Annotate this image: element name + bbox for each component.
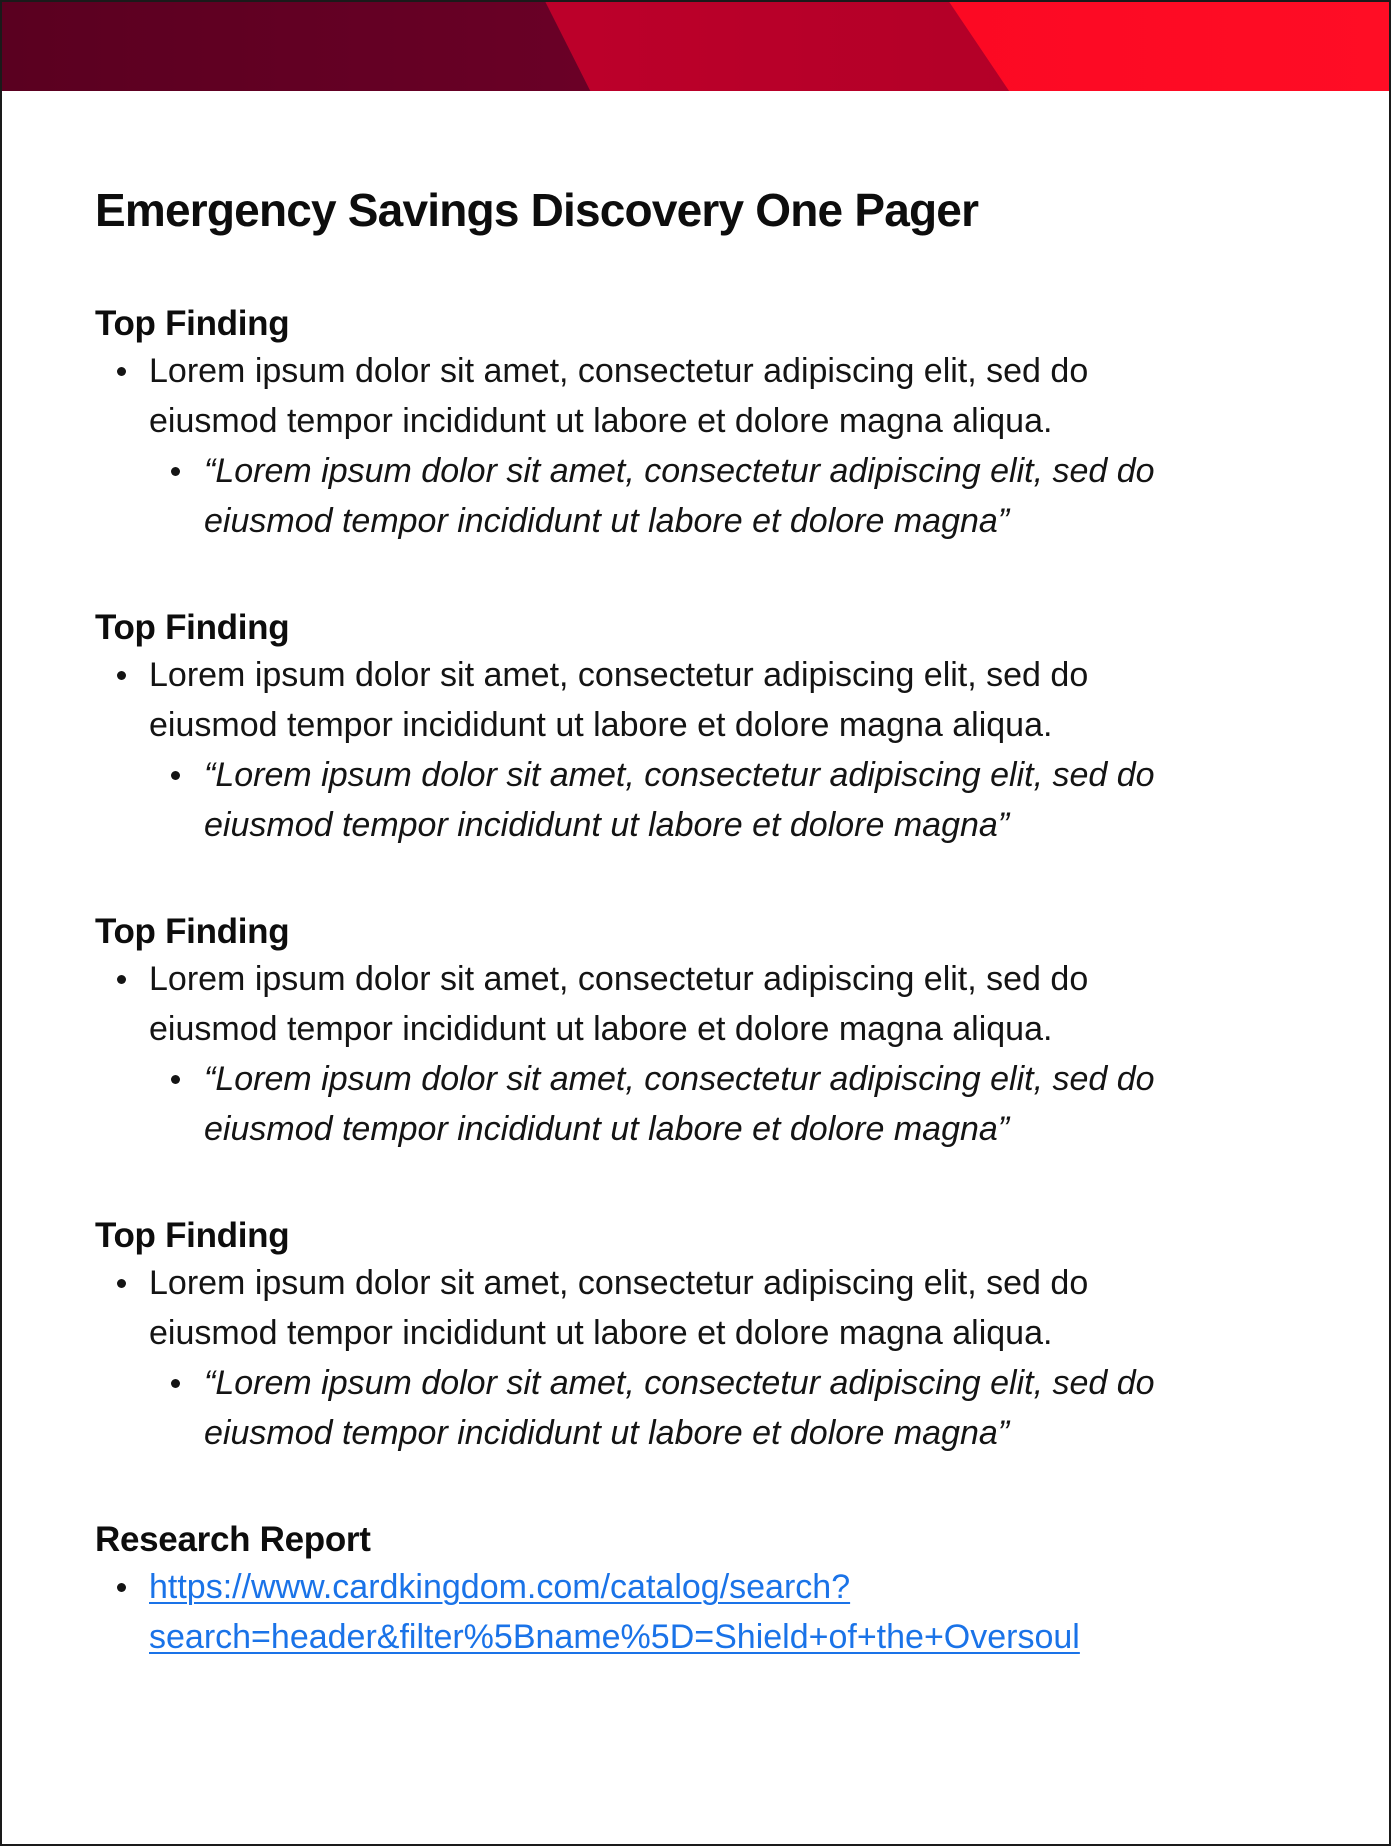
finding-text: Lorem ipsum dolor sit amet, consectetur adipiscing elit, sed do eiusmod tempor incididunt ut labore et dolore magna aliqua.	[149, 960, 1089, 1048]
quote-text: “Lorem ipsum dolor sit amet, consectetur adipiscing elit, sed do eiusmod tempor incididunt ut labore et dolore magna”	[204, 1060, 1155, 1148]
bullet-dot	[171, 771, 180, 780]
finding-section	[95, 606, 1295, 850]
finding-bullet	[95, 954, 1215, 1054]
banner-band-dark	[2, 2, 590, 91]
finding-heading: Top Finding	[95, 1216, 290, 1255]
report-section	[95, 1518, 1295, 1662]
finding-bullets	[95, 346, 1295, 546]
quote-text: “Lorem ipsum dolor sit amet, consectetur adipiscing elit, sed do eiusmod tempor incididunt ut labore et dolore magna”	[204, 1364, 1155, 1452]
quote-text: “Lorem ipsum dolor sit amet, consectetur adipiscing elit, sed do eiusmod tempor incididunt ut labore et dolore magna”	[204, 756, 1155, 844]
banner-graphic	[2, 2, 1389, 91]
report-link-line1: https://www.cardkingdom.com/catalog/search?	[149, 1568, 851, 1606]
finding-bullet	[95, 650, 1215, 750]
bullet-dot	[171, 1379, 180, 1388]
report-link-line2: search=header&filter%5Bname%5D=Shield+of+the+Oversoul	[149, 1618, 1080, 1656]
finding-heading: Top Finding	[95, 608, 290, 647]
bullet-dot	[117, 367, 126, 376]
bullet-dot	[171, 1075, 180, 1084]
finding-heading: Top Finding	[95, 912, 290, 951]
page-title: Emergency Savings Discovery One Pager	[95, 184, 979, 236]
bullet-dot	[117, 1279, 126, 1288]
finding-bullet	[95, 346, 1215, 446]
bullet-dot	[117, 1583, 126, 1592]
header-banner	[2, 2, 1389, 91]
finding-bullets	[95, 1258, 1295, 1458]
finding-section	[95, 302, 1295, 546]
finding-bullet	[95, 1258, 1215, 1358]
finding-quote	[149, 446, 1215, 546]
finding-text: Lorem ipsum dolor sit amet, consectetur adipiscing elit, sed do eiusmod tempor incididunt ut labore et dolore magna aliqua.	[149, 656, 1089, 744]
finding-text: Lorem ipsum dolor sit amet, consectetur adipiscing elit, sed do eiusmod tempor incididunt ut labore et dolore magna aliqua.	[149, 1264, 1089, 1352]
report-bullets	[95, 1562, 1295, 1662]
bullet-dot	[117, 975, 126, 984]
findings-list	[95, 302, 1295, 1662]
finding-section	[95, 910, 1295, 1154]
bullet-dot	[171, 467, 180, 476]
finding-section	[95, 1214, 1295, 1458]
finding-quote	[149, 750, 1215, 850]
finding-bullets	[95, 954, 1295, 1154]
finding-text: Lorem ipsum dolor sit amet, consectetur adipiscing elit, sed do eiusmod tempor incididunt ut labore et dolore magna aliqua.	[149, 352, 1089, 440]
quote-text: “Lorem ipsum dolor sit amet, consectetur adipiscing elit, sed do eiusmod tempor incididunt ut labore et dolore magna”	[204, 452, 1155, 540]
report-link[interactable]	[149, 1568, 1080, 1656]
report-link-item	[95, 1562, 1225, 1662]
finding-quote	[149, 1358, 1215, 1458]
document-content	[95, 180, 1295, 1722]
finding-bullets	[95, 650, 1295, 850]
finding-quote	[149, 1054, 1215, 1154]
bullet-dot	[117, 671, 126, 680]
finding-heading: Top Finding	[95, 304, 290, 343]
report-heading: Research Report	[95, 1520, 371, 1559]
